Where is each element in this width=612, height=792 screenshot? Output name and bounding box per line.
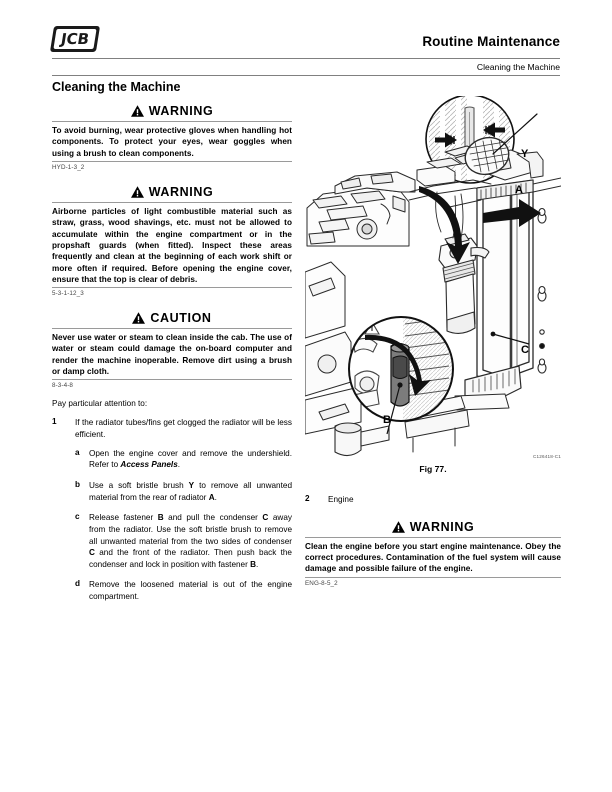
figure-label-b: B xyxy=(383,414,391,426)
header-subtitle: Cleaning the Machine xyxy=(476,62,560,72)
engine-block xyxy=(307,188,409,246)
jcb-logo xyxy=(52,26,98,52)
warning-box-2 xyxy=(52,185,292,297)
page-header xyxy=(52,24,560,72)
sub-a-text-post: . xyxy=(177,460,181,470)
leader-dot-c xyxy=(491,332,496,337)
warning-box-2-body: Airborne particles of light combustible material such as straw, grass, wood shavings, etc. must not be allowed to accumulate within the engine compartment or in the propshaft guards (when fitted). Inspect these areas frequently and clean at the beginning of each work shift or more often if required. Before opening the engine cover, ensure that the top is clear of debris. xyxy=(52,206,292,284)
warning-box-1-ref: HYD-1-3_2 xyxy=(52,163,85,171)
warning-box-2-label: WARNING xyxy=(148,184,214,199)
sub-list-item-c-text xyxy=(89,512,292,570)
list-item-1-marker: 1 xyxy=(52,417,57,427)
header-title: Routine Maintenance xyxy=(422,34,560,49)
access-panels-reference: Access Panels xyxy=(120,460,178,470)
header-rule-top xyxy=(52,58,560,59)
page-title: Cleaning the Machine xyxy=(52,80,181,94)
list-item-2-text: Engine xyxy=(328,495,354,504)
figure-label-a: A xyxy=(515,184,523,196)
figure-code: C126418-C1 xyxy=(532,454,561,459)
list-item-2-marker: 2 xyxy=(305,494,310,503)
callout-ref-a: A xyxy=(208,492,215,502)
sub-list-item-b-marker: b xyxy=(75,479,81,489)
caution-box-label: CAUTION xyxy=(150,311,212,326)
warning-triangle-icon xyxy=(392,521,405,533)
list-item-1 xyxy=(52,417,292,440)
callout-ref-y: Y xyxy=(188,480,195,490)
sub-list-item-a-text xyxy=(89,448,292,471)
sub-b-text-pre: Use a soft bristle brush xyxy=(89,480,189,490)
caution-box-head xyxy=(52,311,292,328)
warning-box-2-ref: 5-3-1-12_3 xyxy=(52,290,84,298)
sub-c-text-mid2: away from the radiator. Use the soft bristle brush to remove all unwanted material from the two sides of condenser xyxy=(89,513,292,546)
warning-box-engine-body: Clean the engine before you start engine maintenance. Obey the correct procedures. Contamination of the fuel system will cause damage and possible failure of the engine. xyxy=(305,541,561,574)
sub-list-item-d-marker: d xyxy=(75,579,81,589)
sub-list-item-b-text xyxy=(89,480,292,503)
sub-list-item-b xyxy=(75,480,292,503)
sub-list-item-d xyxy=(75,579,292,602)
sub-c-text-mid3: and the front of the radiator. Then push back the condenser and lock in position with fastener xyxy=(89,548,292,569)
caution-box-ref: 8-3-4-8 xyxy=(52,382,73,390)
left-column xyxy=(52,104,292,612)
radiator-clips xyxy=(538,209,546,374)
figure-label-c: C xyxy=(521,344,529,356)
warning-box-2-head xyxy=(52,185,292,202)
warning-box-1 xyxy=(52,104,292,171)
sub-c-text-pre: Release fastener xyxy=(89,513,158,523)
list-item-2 xyxy=(305,494,561,506)
sub-list-item-a xyxy=(75,448,292,471)
header-rule-bottom xyxy=(52,75,560,76)
logo-text: JCB xyxy=(59,30,91,48)
warning-triangle-icon xyxy=(131,105,144,117)
figure-caption: Fig 77. xyxy=(419,464,447,474)
callout-ref-b2: B xyxy=(250,559,257,569)
sub-list-item-c xyxy=(75,512,292,570)
callout-ref-c2: C xyxy=(89,548,95,558)
sub-c-text-mid: and pull the condenser xyxy=(163,513,263,523)
sub-b-text-mid: to remove all unwanted material from the rear of radiator xyxy=(89,480,292,502)
warning-box-1-body: To avoid burning, wear protective gloves when handling hot components. To protect your eyes, wear goggles when using a brush to clean components. xyxy=(52,126,292,158)
warning-box-engine-label: WARNING xyxy=(409,519,475,534)
caution-box-body: Never use water or steam to clean inside the cab. The use of water or steam could damage the on-board computer and render the machine inoperable. Remove dirt using a brush or damp cloth. xyxy=(52,333,292,377)
sub-a-text-pre: Open the engine cover and remove the undershield. Refer to xyxy=(89,448,292,470)
sub-list xyxy=(75,448,292,603)
figure-label-y: Y xyxy=(521,148,529,160)
sub-list-item-d-text: Remove the loosened material is out of the engine compartment. xyxy=(89,580,292,602)
right-column xyxy=(305,96,561,597)
warning-box-engine-head xyxy=(305,520,561,537)
warning-triangle-icon xyxy=(132,312,145,324)
list-item-1-text: If the radiator tubes/fins get clogged the radiator will be less efficient. xyxy=(75,418,292,440)
callout-ref-b1: B xyxy=(157,513,164,523)
warning-triangle-icon xyxy=(131,186,144,198)
caution-box xyxy=(52,311,292,389)
sub-list-item-c-marker: c xyxy=(75,512,80,522)
warning-box-engine xyxy=(305,520,561,587)
warning-box-1-label: WARNING xyxy=(148,104,214,118)
sub-list-item-a-marker: a xyxy=(75,447,80,457)
lead-paragraph: Pay particular attention to: xyxy=(52,399,148,409)
callout-ref-c1: C xyxy=(262,513,269,523)
warning-box-engine-ref: ENG-8-5_2 xyxy=(305,579,338,587)
warning-box-1-head xyxy=(52,104,292,121)
sub-b-text-post: . xyxy=(214,492,217,502)
figure-77 xyxy=(305,96,561,474)
sub-c-text-post: . xyxy=(256,559,259,569)
